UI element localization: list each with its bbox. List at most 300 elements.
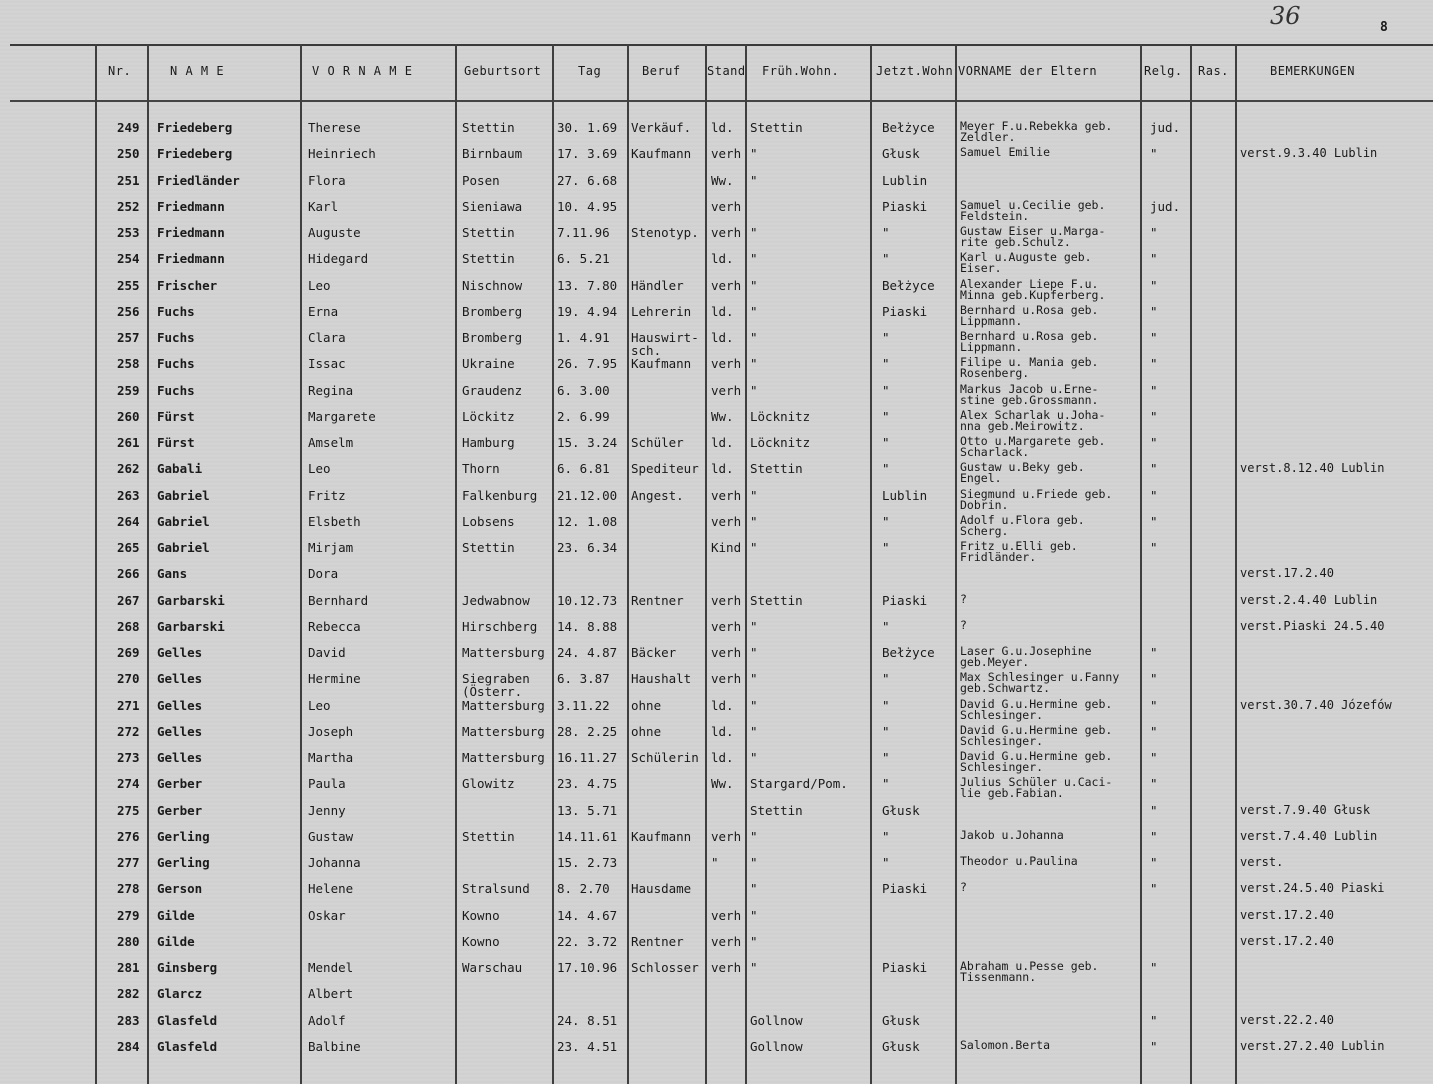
table-row	[0, 672, 1433, 698]
row-surname: Friedländer	[157, 172, 240, 188]
row-surname: Friedmann	[157, 251, 225, 267]
row-current-residence: Głusk	[882, 1012, 920, 1028]
row-marital-status: ld.	[711, 120, 734, 135]
row-birthdate: 13. 7.80	[557, 277, 618, 293]
row-religion: "	[1150, 1038, 1158, 1054]
row-marital-status: verh	[711, 382, 742, 398]
row-birthdate: 30. 1.69	[557, 120, 618, 135]
row-number: 267	[117, 592, 140, 608]
row-marital-status: verh	[711, 513, 742, 529]
row-marital-status: ld.	[711, 251, 734, 267]
row-number: 250	[117, 146, 140, 162]
row-birthdate: 15. 3.24	[557, 435, 618, 450]
row-birthplace: Stettin	[462, 225, 515, 240]
row-surname: Friedmann	[157, 198, 225, 214]
table-row	[0, 961, 1433, 987]
row-number: 262	[117, 461, 140, 477]
row-current-residence: "	[882, 618, 890, 634]
row-parents: Theodor u.Paulina	[960, 856, 1078, 868]
row-remarks: verst.Piaski 24.5.40	[1240, 618, 1385, 633]
row-first-name: Hermine	[308, 671, 361, 687]
header-relg: Relg.	[1144, 64, 1183, 78]
row-birthdate: 3.11.22	[557, 697, 610, 713]
row-former-residence: Gollnow	[750, 1012, 803, 1028]
row-profession: Stenotyp.	[631, 225, 699, 240]
row-religion: "	[1150, 330, 1158, 345]
row-remarks: verst.22.2.40	[1240, 1012, 1334, 1027]
row-birthplace: Thorn	[462, 461, 500, 477]
row-parents: Laser G.u.Josephine geb.Meyer.	[960, 646, 1092, 669]
row-parents: David G.u.Hermine geb. Schlesinger.	[960, 724, 1113, 748]
row-profession: Schülerin	[631, 750, 699, 765]
row-birthplace: Warschau	[462, 960, 523, 975]
row-marital-status: verh	[711, 146, 742, 162]
row-birthdate: 21.12.00	[557, 487, 618, 503]
row-surname: Gilde	[157, 933, 195, 949]
row-former-residence: Stettin	[750, 461, 803, 477]
row-marital-status: ld.	[711, 461, 734, 477]
table-row	[0, 804, 1433, 830]
table-row	[0, 725, 1433, 751]
table-row	[0, 909, 1433, 935]
row-surname: Gabriel	[157, 487, 210, 503]
row-birthplace: Mattersburg	[462, 750, 545, 765]
row-first-name: Rebecca	[308, 618, 361, 634]
row-marital-status: verh	[711, 356, 742, 372]
row-current-residence: Bełżyce	[882, 645, 935, 660]
row-birthdate: 17. 3.69	[557, 146, 618, 162]
row-current-residence: Piaski	[882, 198, 928, 214]
row-number: 272	[117, 723, 140, 739]
row-former-residence: "	[750, 172, 758, 188]
row-birthdate: 6. 3.00	[557, 382, 610, 398]
row-birthplace: Mattersburg	[462, 697, 545, 713]
row-surname: Fuchs	[157, 303, 195, 319]
row-birthdate: 15. 2.73	[557, 855, 618, 870]
row-first-name: Regina	[308, 382, 354, 398]
row-former-residence: "	[750, 750, 758, 765]
row-surname: Friedeberg	[157, 120, 233, 135]
row-first-name: Bernhard	[308, 592, 369, 608]
table-row	[0, 357, 1433, 383]
row-marital-status: ld.	[711, 330, 734, 345]
row-former-residence: "	[750, 146, 758, 162]
row-religion: "	[1150, 671, 1158, 687]
row-parents: Alexander Liepe F.u. Minna geb.Kupferberg.	[960, 278, 1106, 302]
row-profession: Angest.	[631, 487, 684, 503]
row-birthdate: 23. 4.51	[557, 1038, 618, 1054]
row-religion: "	[1150, 881, 1158, 897]
row-first-name: Leo	[308, 461, 331, 477]
row-marital-status: verh	[711, 487, 742, 503]
table-row	[0, 567, 1433, 593]
row-profession: Händler	[631, 277, 684, 293]
table-row	[0, 987, 1433, 1013]
row-birthdate: 14.11.61	[557, 828, 618, 844]
row-number: 253	[117, 225, 140, 240]
row-surname: Fürst	[157, 408, 195, 424]
row-birthdate: 19. 4.94	[557, 303, 618, 319]
row-birthdate: 16.11.27	[557, 750, 618, 765]
row-marital-status: Ww.	[711, 172, 734, 188]
row-first-name: Balbine	[308, 1038, 361, 1054]
row-profession: ohne	[631, 723, 662, 739]
table-row	[0, 830, 1433, 856]
table-row	[0, 489, 1433, 515]
row-religion: "	[1150, 750, 1158, 765]
row-surname: Glasfeld	[157, 1038, 218, 1054]
row-first-name: Dora	[308, 566, 339, 582]
row-religion: "	[1150, 277, 1158, 293]
row-birthdate: 6. 6.81	[557, 461, 610, 477]
table-row	[0, 462, 1433, 488]
row-former-residence: "	[750, 828, 758, 844]
row-profession: Kaufmann	[631, 356, 692, 372]
table-row	[0, 252, 1433, 278]
row-number: 266	[117, 566, 140, 582]
row-first-name: David	[308, 645, 346, 660]
row-birthplace: Stettin	[462, 540, 515, 555]
row-former-residence: Löcknitz	[750, 408, 811, 424]
top-rule	[10, 44, 1433, 46]
row-number: 282	[117, 986, 140, 1002]
row-parents: David G.u.Hermine geb. Schlesinger.	[960, 698, 1113, 722]
row-number: 264	[117, 513, 140, 529]
row-number: 279	[117, 907, 140, 923]
row-parents: Samuel u.Cecilie geb. Feldstein.	[960, 199, 1106, 223]
row-current-residence: "	[882, 540, 890, 555]
row-religion: "	[1150, 802, 1158, 818]
row-parents: Fritz u.Elli geb. Fridländer.	[960, 541, 1078, 564]
row-former-residence: "	[750, 225, 758, 240]
row-birthplace: Jedwabnow	[462, 592, 530, 608]
row-number: 256	[117, 303, 140, 319]
row-first-name: Karl	[308, 198, 339, 214]
row-number: 261	[117, 435, 140, 450]
row-current-residence: Głusk	[882, 1038, 920, 1054]
row-number: 277	[117, 855, 140, 870]
row-former-residence: "	[750, 645, 758, 660]
table-row	[0, 594, 1433, 620]
row-birthplace: Sieniawa	[462, 198, 523, 214]
row-religion: "	[1150, 303, 1158, 319]
row-surname: Gans	[157, 566, 188, 582]
row-parents: Meyer F.u.Rebekka geb. Zeldler.	[960, 121, 1113, 144]
table-row	[0, 384, 1433, 410]
row-former-residence: "	[750, 303, 758, 319]
row-current-residence: "	[882, 461, 890, 477]
row-surname: Ginsberg	[157, 960, 218, 975]
row-religion: "	[1150, 461, 1158, 477]
row-parents: Gustaw u.Beky geb. Engel.	[960, 462, 1085, 486]
table-row	[0, 856, 1433, 882]
row-profession: Hausdame	[631, 881, 692, 897]
table-row	[0, 1014, 1433, 1040]
row-birthdate: 17.10.96	[557, 960, 618, 975]
row-first-name: Margarete	[308, 408, 376, 424]
row-parents: Otto u.Margarete geb. Scharlack.	[960, 436, 1106, 459]
row-first-name: Hidegard	[308, 251, 369, 267]
row-parents: Julius Schüler u.Caci- lie geb.Fabian.	[960, 777, 1113, 801]
row-birthdate: 14. 4.67	[557, 907, 618, 923]
row-remarks: verst.2.4.40 Lublin	[1240, 592, 1378, 607]
row-current-residence: "	[882, 828, 890, 844]
row-current-residence: "	[882, 330, 890, 345]
row-birthdate: 6. 5.21	[557, 251, 610, 267]
table-row	[0, 174, 1433, 200]
table-row	[0, 699, 1433, 725]
row-surname: Frischer	[157, 277, 218, 293]
header-vorname: V O R N A M E	[312, 64, 413, 78]
row-marital-status: verh	[711, 907, 742, 923]
row-birthplace: Stettin	[462, 828, 515, 844]
row-remarks: verst.7.9.40 Głusk	[1240, 802, 1371, 817]
row-surname: Gerber	[157, 776, 203, 792]
row-birthdate: 28. 2.25	[557, 723, 618, 739]
row-parents: David G.u.Hermine geb. Schlesinger.	[960, 751, 1113, 774]
row-former-residence: Stettin	[750, 120, 803, 135]
header-rule	[10, 100, 1433, 102]
row-marital-status: verh	[711, 671, 742, 687]
row-parents	[960, 174, 1140, 200]
row-marital-status: "	[711, 855, 719, 870]
row-former-residence: Stargard/Pom.	[750, 776, 848, 792]
row-current-residence: "	[882, 671, 890, 687]
row-current-residence: "	[882, 750, 890, 765]
row-birthplace: Stralsund	[462, 881, 530, 897]
row-former-residence: "	[750, 251, 758, 267]
row-religion: "	[1150, 251, 1158, 267]
table-row	[0, 541, 1433, 567]
row-current-residence: Lublin	[882, 487, 928, 503]
row-parents: Karl u.Auguste geb. Eiser.	[960, 252, 1092, 276]
row-religion: jud.	[1150, 120, 1181, 135]
row-religion: "	[1150, 356, 1158, 372]
row-religion: "	[1150, 435, 1158, 450]
handwritten-page-number: 36	[1270, 2, 1301, 30]
row-former-residence: "	[750, 907, 758, 923]
row-first-name: Fritz	[308, 487, 346, 503]
row-parents: Salomon.Berta	[960, 1039, 1051, 1052]
row-number: 283	[117, 1012, 140, 1028]
row-former-residence: Stettin	[750, 592, 803, 608]
row-former-residence: "	[750, 330, 758, 345]
row-parents: Samuel Emilie	[960, 147, 1051, 160]
row-profession: Lehrerin	[631, 303, 692, 319]
row-first-name: Issac	[308, 356, 346, 372]
row-former-residence: "	[750, 487, 758, 503]
row-birthplace: Siegraben (Österr.	[462, 671, 530, 700]
row-marital-status: ld.	[711, 697, 734, 713]
row-birthplace: Posen	[462, 172, 500, 188]
row-birthplace: Kowno	[462, 907, 500, 923]
row-parents: Jakob u.Johanna	[960, 829, 1064, 842]
row-former-residence: "	[750, 513, 758, 529]
row-marital-status: verh	[711, 277, 742, 293]
row-birthdate: 24. 4.87	[557, 645, 618, 660]
row-profession: Schlosser	[631, 960, 699, 975]
row-number: 275	[117, 802, 140, 818]
row-former-residence: "	[750, 382, 758, 398]
row-birthdate: 1. 4.91	[557, 330, 610, 345]
row-marital-status: ld.	[711, 435, 734, 450]
row-number: 249	[117, 120, 140, 135]
row-remarks: verst.8.12.40 Lublin	[1240, 461, 1385, 476]
row-religion: "	[1150, 645, 1158, 660]
row-religion: "	[1150, 513, 1158, 529]
row-former-residence: "	[750, 723, 758, 739]
row-surname: Friedeberg	[157, 146, 233, 162]
row-marital-status: ld.	[711, 303, 734, 319]
row-number: 276	[117, 828, 140, 844]
row-birthdate: 8. 2.70	[557, 881, 610, 897]
table-row	[0, 436, 1433, 462]
table-row	[0, 882, 1433, 908]
row-religion: "	[1150, 146, 1158, 162]
table-row	[0, 279, 1433, 305]
row-birthdate: 26. 7.95	[557, 356, 618, 372]
row-religion: "	[1150, 487, 1158, 503]
row-surname: Gerson	[157, 881, 203, 897]
row-number: 255	[117, 277, 140, 293]
row-current-residence: "	[882, 723, 890, 739]
row-birthplace: Bromberg	[462, 330, 523, 345]
row-number: 280	[117, 933, 140, 949]
row-profession: Spediteur	[631, 461, 699, 477]
table-row	[0, 121, 1433, 147]
row-parents	[960, 1014, 1140, 1040]
table-row	[0, 226, 1433, 252]
row-number: 281	[117, 960, 140, 975]
row-parents: Siegmund u.Friede geb. Dobrin.	[960, 488, 1113, 512]
header-tag: Tag	[578, 64, 602, 78]
row-profession: Rentner	[631, 592, 684, 608]
row-remarks: verst.24.5.40 Piaski	[1240, 881, 1385, 896]
row-former-residence: "	[750, 277, 758, 293]
row-remarks: verst.17.2.40	[1240, 566, 1334, 581]
row-former-residence: "	[750, 671, 758, 687]
row-surname: Glarcz	[157, 986, 203, 1002]
row-first-name: Amselm	[308, 435, 354, 450]
row-birthplace: Stettin	[462, 251, 515, 267]
row-former-residence: Gollnow	[750, 1038, 803, 1054]
row-current-residence: "	[882, 382, 890, 398]
table-row	[0, 147, 1433, 173]
row-marital-status: Kind	[711, 540, 742, 555]
row-former-residence: Löcknitz	[750, 435, 811, 450]
row-profession: Hauswirt- sch.	[631, 330, 699, 358]
row-number: 251	[117, 172, 140, 188]
row-current-residence: Lublin	[882, 172, 928, 188]
table-row	[0, 751, 1433, 777]
row-surname: Gelles	[157, 750, 203, 765]
row-birthplace: Birnbaum	[462, 146, 523, 162]
row-parents: Bernhard u.Rosa geb. Lippmann.	[960, 304, 1099, 328]
row-birthdate: 27. 6.68	[557, 172, 618, 188]
row-birthdate: 10.12.73	[557, 592, 618, 608]
row-parents	[960, 987, 1140, 1013]
row-birthdate: 13. 5.71	[557, 802, 618, 818]
row-surname: Gelles	[157, 671, 203, 687]
row-former-residence: "	[750, 933, 758, 949]
row-profession: Bäcker	[631, 645, 677, 660]
row-marital-status: ld.	[711, 723, 734, 739]
header-stand: Stand	[707, 64, 746, 78]
row-current-residence: "	[882, 356, 890, 372]
row-former-residence: Stettin	[750, 802, 803, 818]
row-first-name: Gustaw	[308, 828, 354, 844]
page-number: 8	[1380, 20, 1388, 35]
row-marital-status: verh	[711, 828, 742, 844]
row-religion: "	[1150, 382, 1158, 398]
row-marital-status: verh	[711, 933, 742, 949]
row-first-name: Mendel	[308, 960, 354, 975]
row-former-residence: "	[750, 697, 758, 713]
row-former-residence: "	[750, 356, 758, 372]
row-number: 271	[117, 697, 140, 713]
header-geburtsort: Geburtsort	[464, 64, 542, 78]
row-surname: Gerling	[157, 855, 210, 870]
row-first-name: Heinriech	[308, 146, 376, 162]
header-bemerkungen: BEMERKUNGEN	[1270, 64, 1355, 78]
row-marital-status: Ww.	[711, 408, 734, 424]
table-row	[0, 777, 1433, 803]
row-religion: "	[1150, 1012, 1158, 1028]
row-number: 265	[117, 540, 140, 555]
row-parents: ?	[960, 593, 967, 606]
row-current-residence: "	[882, 697, 890, 713]
row-marital-status: verh	[711, 198, 742, 214]
row-parents: Filipe u. Mania geb. Rosenberg.	[960, 357, 1099, 381]
table-row	[0, 200, 1433, 226]
row-profession: Kaufmann	[631, 828, 692, 844]
row-birthdate: 23. 6.34	[557, 540, 618, 555]
row-current-residence: "	[882, 776, 890, 792]
header-beruf: Beruf	[642, 64, 681, 78]
table-row	[0, 410, 1433, 436]
row-birthplace: Löckitz	[462, 408, 515, 424]
row-former-residence: "	[750, 881, 758, 897]
row-number: 257	[117, 330, 140, 345]
header-eltern: VORNAME der Eltern	[958, 64, 1098, 78]
row-marital-status: verh	[711, 618, 742, 634]
row-parents: Abraham u.Pesse geb. Tissenmann.	[960, 961, 1099, 984]
row-remarks: verst.7.4.40 Lublin	[1240, 828, 1378, 843]
row-first-name: Joseph	[308, 723, 354, 739]
row-surname: Garbarski	[157, 592, 225, 608]
row-parents	[960, 935, 1140, 961]
row-surname: Gelles	[157, 723, 203, 739]
row-profession: ohne	[631, 697, 662, 713]
header-name: N A M E	[170, 64, 225, 78]
row-first-name: Johanna	[308, 855, 361, 870]
row-remarks: verst.9.3.40 Lublin	[1240, 146, 1378, 161]
row-profession: Schüler	[631, 435, 684, 450]
row-number: 259	[117, 382, 140, 398]
row-religion: "	[1150, 540, 1158, 555]
row-first-name: Mirjam	[308, 540, 354, 555]
row-former-residence: "	[750, 960, 758, 975]
row-surname: Glasfeld	[157, 1012, 218, 1028]
row-number: 260	[117, 408, 140, 424]
row-number: 273	[117, 750, 140, 765]
table-row	[0, 1040, 1433, 1066]
header-nr: Nr.	[108, 64, 132, 78]
row-current-residence: "	[882, 513, 890, 529]
row-current-residence: Bełżyce	[882, 120, 935, 135]
row-current-residence: "	[882, 251, 890, 267]
row-parents: Markus Jacob u.Erne- stine geb.Grossmann.	[960, 383, 1099, 407]
